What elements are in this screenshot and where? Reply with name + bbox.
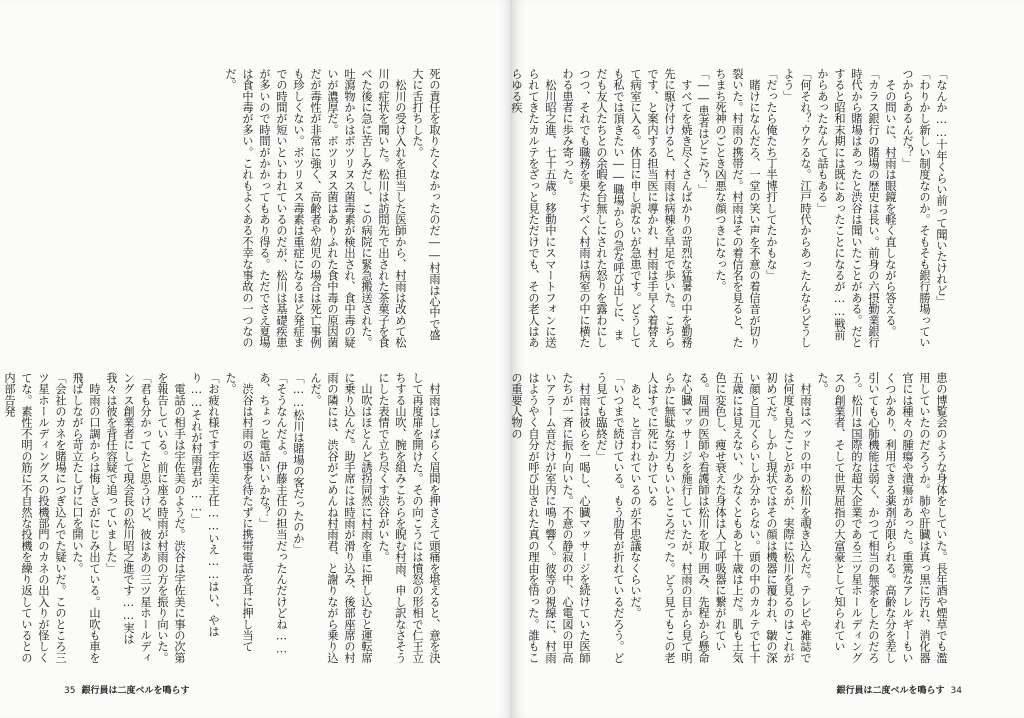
paragraph: 死の責任を取りたくなかったのだ――村雨は心中で盛大に舌打ちした。 [411,68,441,341]
paragraph: 「なんか……十年くらい前って聞いたけれど」 [935,68,948,307]
paragraph: 「会社のカネを賭場につぎ込んでた疑いだ。このところ三ツ星ホールディングスの投機部門のカネの出入りが怪しくてな。素性不明の筋に不自然な投機を繰り返しているとの内部告発 [3,372,67,664]
paragraph: 電話の相手は宇佐美のようだ。渋谷は宇佐美に事の次第を報告している。前に座る時雨が村雨の方を振り向いた。 [156,372,186,664]
page-number: 34 [950,686,962,696]
paragraph: 「カラス銀行の賭場の歴史は長い。前身の六摂勤業銀行時代から賭場はあったと渋谷は聞いたことがある。だとすると昭和末期には既にあったことになるが……戦前からあったなんて話もある」 [816,68,880,348]
left-page-top-text [77,68,443,350]
right-page-top-text [510,68,950,350]
paragraph [0,372,1,664]
left-page-bottom-text [3,372,443,664]
paragraph: 「……松川は賭場の客だったのか」 [292,372,305,555]
paragraph: その問いに、村雨は眼鏡を軽く直しながら答える。 [884,68,897,337]
paragraph: 「そうなんだよ。伊藤主任の担当だったんだけどね……あ、ちょっと電話いいかな？」 [258,372,288,656]
paragraph: 患の博覧会のような身体をしていた。長年酒や煙草でも濫用していたのだろうか。肺や肝臓は真っ黒に汚れ、消化器官には種々の腫瘍や潰瘍があった。重篤なアレルギーもいくつかあり、利用できる薬剤が限られる。高齢な分を差し引いても心肺機能は弱く、かつて相当の無茶をしたのだろう。松川は国際的な超大企業である三ツ星ホールディングスの創業者、そして世界屈指の大富豪として知られていた。 [816,372,948,664]
paragraph: 「何それ？ウケるな。江戸時代からあったんならどうしよう」 [782,68,812,348]
paragraph: 「――患者はどこだ？」 [697,68,710,195]
right-folio [831,683,962,696]
paragraph: 「わりかし新しい制度なのか。そもそも銀行勝場っていつからあるんだ？」 [901,68,931,348]
paragraph: 松川昭之進、七十五歳。移動中にスマートフォンに送られてきたカルテをざっと見ただけでも、その老人はあらゆる疾 [510,68,557,348]
paragraph: あと、と言われているのが不思議なくらいだ。 [629,372,642,619]
paragraph: 「いつまで続けている。もう肋骨が折れているだろう。どう見ても臨終だ」 [595,372,625,664]
right-page-bottom-text [510,372,950,664]
paragraph: 時雨の口調からは悔しさがにじみ出ている。山吹も車を飛ばしながら苛立たしげに口を開いた。 [71,372,101,664]
right-page [512,0,1024,718]
paragraph: 「だったら俺たち丁半博打してたかもな」 [765,68,778,281]
running-title: 銀行員は二度ベルを鳴らす [836,686,945,696]
paragraph: 松川の受け入れを担当した医師から、村雨は改めて松川の症状を聞いた。松川は訪問先で出された茶菓子を食べた後に急に苦しみだし、この病院に緊急搬送された。吐瀉物からはボツリヌス菌毒素が検出され、食中毒の疑いが濃厚だ。ボツリヌス菌はありふれた食中毒の原因菌だが毒性が非常に強く、高齢者や幼児の場合は死亡事例も珍しくない。ボツリヌス毒素は重症になるほど発症までの時間が短いといわれているのだが、松川は基礎疾患が多いので時間がかかってもあり得る。ただでさえ夏場は食中毒が多い。これもよくある不幸な事故の一つなのだ。 [224,68,407,348]
paragraph: 山吹はほとんど誘拐同然に村雨を車に押し込むと運転席に乗り込んだ。助手席には時雨が滑り込み、後部座席の村雨の隣には、渋谷がごめんね村雨君、と謝りながら乗り込んだ。 [309,372,373,664]
paragraph: 賭けになんだろ、一堂の笑い声を不意の着信音が切り裂いた。村雨の携帯だ。村雨はその着信名を見ると、たちまち死神のごとき凶悪な顔つきになった。 [714,68,761,348]
paragraph: すべてを焼き尽くさんばかりの苛烈な猛暑の中を勤務先に駆け付けると、村雨は病棟を早足で歩いた。こちらです、と案内する担当医に導かれ、村雨は手早く着替えて病室に入る。休日に申し訳ないが急患です。どうしても私では頂きたい――職場からの急な呼び出しに、まだも友人たちとの余暇を台無しにされた怒りを露わにしつつ、それでも職務を果たすべく村雨は病室の中に横たわる患者に歩み寄った。 [561,68,693,348]
paragraph: 渋谷は村雨の返事を待たずに携帯電話を耳に押し当てた。 [224,372,254,652]
paragraph: 「君も分かってたと思うけど、彼はあの三ツ星ホールディングス創業者にして現会長の松川昭之進です……実は我々は彼を背任容疑で追っていました」 [105,372,152,664]
paragraph: 「お疲れ様です宇佐美主任……いえ……はい、やはり……それが村雨君が……」 [190,372,220,637]
page-number: 35 [64,686,76,696]
left-folio [64,683,195,696]
paragraph: 村雨は彼らを一喝し、心臓マッサージを続けていた医師たちが一斉に振り向いた。不意の静寂の中、心電図の甲高いアラーム音だけが室内に鳴り響く。彼等の視線に、村雨はようやく自分が呼び出された真の理由を悟った。誰もこの重要人物の [510,372,591,664]
running-title: 銀行員は二度ベルを鳴らす [81,686,190,696]
paragraph: 村雨はしばらく眉間を押さえて頭痛を堪えると、意を決して再度扉を開けた。その向こうには憤怒の形相で仁王立ちする山吹、腕を組みこちらを睨む村雨、申し訳なさそうにした表情で立ち尽くす渋谷がいた。 [377,372,441,664]
paragraph: 村雨はベッドの中の松川を覗き込んだ。テレビや雑誌では何度も見たことがあるが、実際に松川を見るのはこれが初めてだ。しかし現状ではその顔は機器に覆われ、皺の深い顔と目元くらいしか分からない。頭の中のカルテで七十五歳には見えない、少なくともあと十歳は上だ。肌も土気色に変色し、痩せ衰えた身体は人工呼吸器に繋がれている。周囲の医師や看護師は松川を取り囲み、先程から懸命な心臓マッサージを施行していたが、村雨の目から見て明らかに無駄な努力もいいところだった。どう見てもこの老人はすでに死にかけている [646,372,812,664]
